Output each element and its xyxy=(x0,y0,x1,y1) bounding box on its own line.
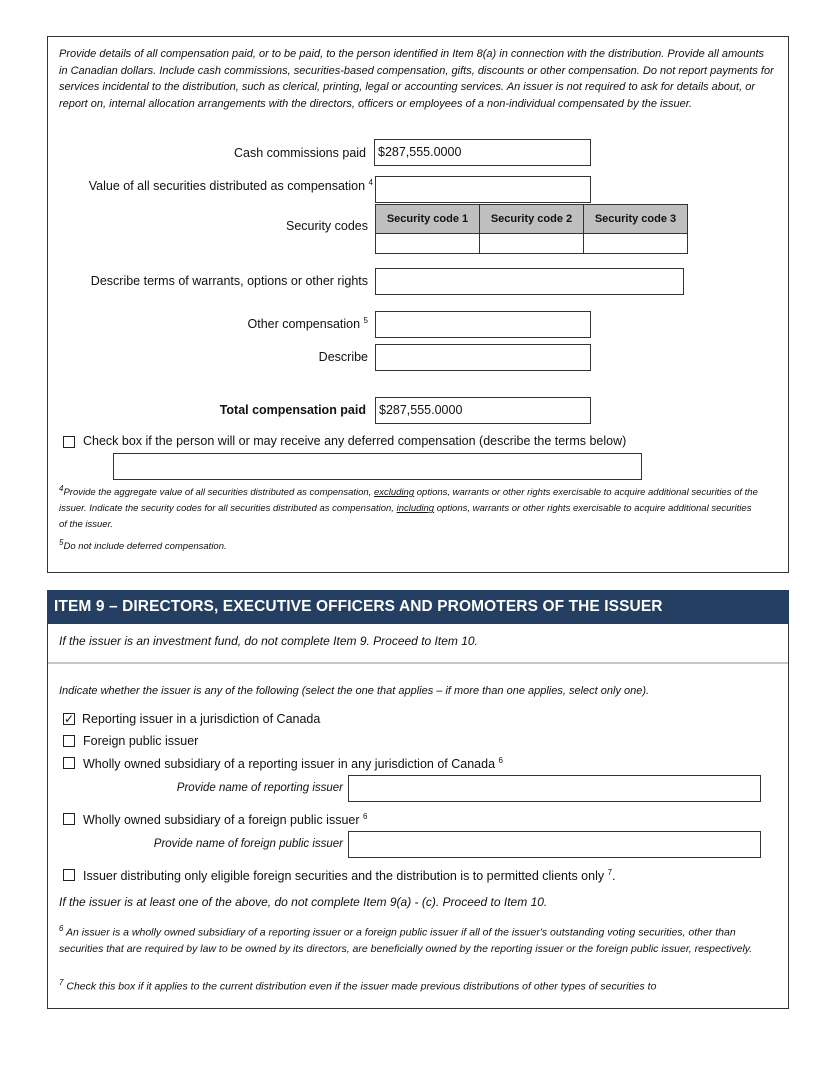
security-code-2-header: Security code 2 xyxy=(480,205,584,234)
item9-header: ITEM 9 – DIRECTORS, EXECUTIVE OFFICERS AND PROMOTERS OF THE ISSUER xyxy=(47,590,789,624)
subsidiary-foreign-issuer-label xyxy=(83,812,367,827)
footnote-4-text-c: options, warrants or other rights exercisable to acquire additional securities of the issuer. xyxy=(59,503,752,531)
security-code-1-header: Security code 1 xyxy=(376,205,480,234)
subsidiary-foreign-issuer-checkbox[interactable] xyxy=(63,813,75,825)
footnote-5 xyxy=(59,535,759,555)
footnote-ref-7: 7 xyxy=(607,868,613,877)
eligible-foreign-securities-period: . xyxy=(612,869,616,884)
compensation-instructions: Provide details of all compensation paid, or to be paid, to the person identified in Item 8(a) in connection with the distribution. Provide all amounts in Canadian dollars. Include cash commissions, securities-based compensation, gifts, discounts or other compensation. Do not report payments for services incidental to the distribution, such as clerical, printing, legal or accounting services. An issuer is not required to ask for details about, or report on, internal allocation arrangements with the directors, officers or employees of a non-individual compensated by the issuer. xyxy=(59,48,774,110)
footnote-4-including: including xyxy=(396,503,435,515)
reporting-issuer-label: Reporting issuer in a jurisdiction of Canada xyxy=(82,712,321,726)
footnote-4-marker: 4 xyxy=(59,484,64,493)
foreign-public-issuer-checkbox[interactable] xyxy=(63,735,75,747)
subsidiary-reporting-issuer-text: Wholly owned subsidiary of a reporting issuer in any jurisdiction of Canada xyxy=(83,757,496,772)
security-code-3-header: Security code 3 xyxy=(584,205,688,234)
item9-indicate-text: Indicate whether the issuer is any of the following (select the one that applies – if more than one applies, select only one). xyxy=(59,685,650,697)
describe-label: Describe xyxy=(318,350,368,364)
footnote-ref-4: 4 xyxy=(368,178,373,187)
securities-compensation-field[interactable] xyxy=(375,176,591,203)
total-compensation-label: Total compensation paid xyxy=(219,403,366,417)
footnote-ref-6: 6 xyxy=(498,756,503,765)
footnote-6-text: An issuer is a wholly owned subsidiary of a reporting issuer or a foreign public issuer if all of the issuer's outstanding voting securities, other than securities that are required by law to be owned by its directors, are beneficially owned by the reporting issuer or the foreign public issuer, respectively. xyxy=(59,926,753,955)
footnote-4 xyxy=(59,481,759,533)
eligible-foreign-securities-text: Issuer distributing only eligible foreign securities and the distribution is to permitted clients only xyxy=(83,869,605,884)
other-compensation-label xyxy=(248,316,369,331)
security-codes-table xyxy=(375,204,688,254)
footnote-4-text-b: options, warrants or other rights exercisable to acquire additional securities of the issuer. Indicate the security codes for all securities distributed as compensation, xyxy=(59,487,758,515)
reporting-issuer-name-label: Provide name of reporting issuer xyxy=(176,782,343,794)
total-compensation-field[interactable]: $287,555.0000 xyxy=(375,397,591,424)
cash-commissions-field[interactable]: $287,555.0000 xyxy=(374,139,591,166)
footnote-7 xyxy=(59,975,775,995)
securities-compensation-text: Value of all securities distributed as compensation xyxy=(88,179,366,194)
foreign-issuer-name-label: Provide name of foreign public issuer xyxy=(153,838,343,850)
eligible-foreign-securities-checkbox[interactable] xyxy=(63,869,75,881)
footnote-5-marker: 5 xyxy=(59,538,64,547)
item9-divider xyxy=(48,662,788,664)
footnote-4-text-a: Provide the aggregate value of all securities distributed as compensation, xyxy=(63,487,374,499)
deferred-compensation-field[interactable] xyxy=(113,453,642,480)
check-mark-icon: ✓ xyxy=(64,712,75,726)
footnote-4-excluding: excluding xyxy=(373,487,415,499)
footnote-6 xyxy=(59,921,775,958)
footnote-5-text: Do not include deferred compensation. xyxy=(63,541,227,553)
warrants-terms-field[interactable] xyxy=(375,268,684,295)
footnote-ref-5: 5 xyxy=(363,316,368,325)
footnote-7-text: Check this box if it applies to the current distribution even if the issuer made previous distributions of other types of securities to xyxy=(63,980,657,993)
item9-fund-note: If the issuer is an investment fund, do not complete Item 9. Proceed to Item 10. xyxy=(59,634,478,648)
footnote-7-marker: 7 xyxy=(59,978,64,987)
cash-commissions-label: Cash commissions paid xyxy=(234,146,366,160)
reporting-issuer-name-field[interactable] xyxy=(348,775,761,802)
other-compensation-field[interactable] xyxy=(375,311,591,338)
reporting-issuer-checkbox[interactable] xyxy=(63,713,75,725)
other-compensation-text: Other compensation xyxy=(247,317,361,332)
warrants-terms-label: Describe terms of warrants, options or other rights xyxy=(90,274,368,288)
footnote-ref-6b: 6 xyxy=(363,812,368,821)
describe-field[interactable] xyxy=(375,344,591,371)
security-code-1-field[interactable] xyxy=(376,234,480,254)
deferred-compensation-label: Check box if the person will or may receive any deferred compensation (describe the terms below) xyxy=(83,434,627,448)
at-least-one-note: If the issuer is at least one of the above, do not complete Item 9(a) - (c). Proceed to Item 10. xyxy=(59,895,548,909)
subsidiary-reporting-issuer-checkbox[interactable] xyxy=(63,757,75,769)
eligible-foreign-securities-label xyxy=(83,868,616,883)
deferred-compensation-checkbox[interactable] xyxy=(63,436,75,448)
security-code-2-field[interactable] xyxy=(480,234,584,254)
securities-compensation-label xyxy=(89,178,373,193)
foreign-public-issuer-label: Foreign public issuer xyxy=(83,734,199,748)
subsidiary-foreign-issuer-text: Wholly owned subsidiary of a foreign public issuer xyxy=(83,813,360,828)
foreign-issuer-name-field[interactable] xyxy=(348,831,761,858)
security-codes-label: Security codes xyxy=(286,219,368,233)
footnote-6-marker: 6 xyxy=(59,924,64,933)
subsidiary-reporting-issuer-label xyxy=(83,756,503,771)
security-code-3-field[interactable] xyxy=(584,234,688,254)
